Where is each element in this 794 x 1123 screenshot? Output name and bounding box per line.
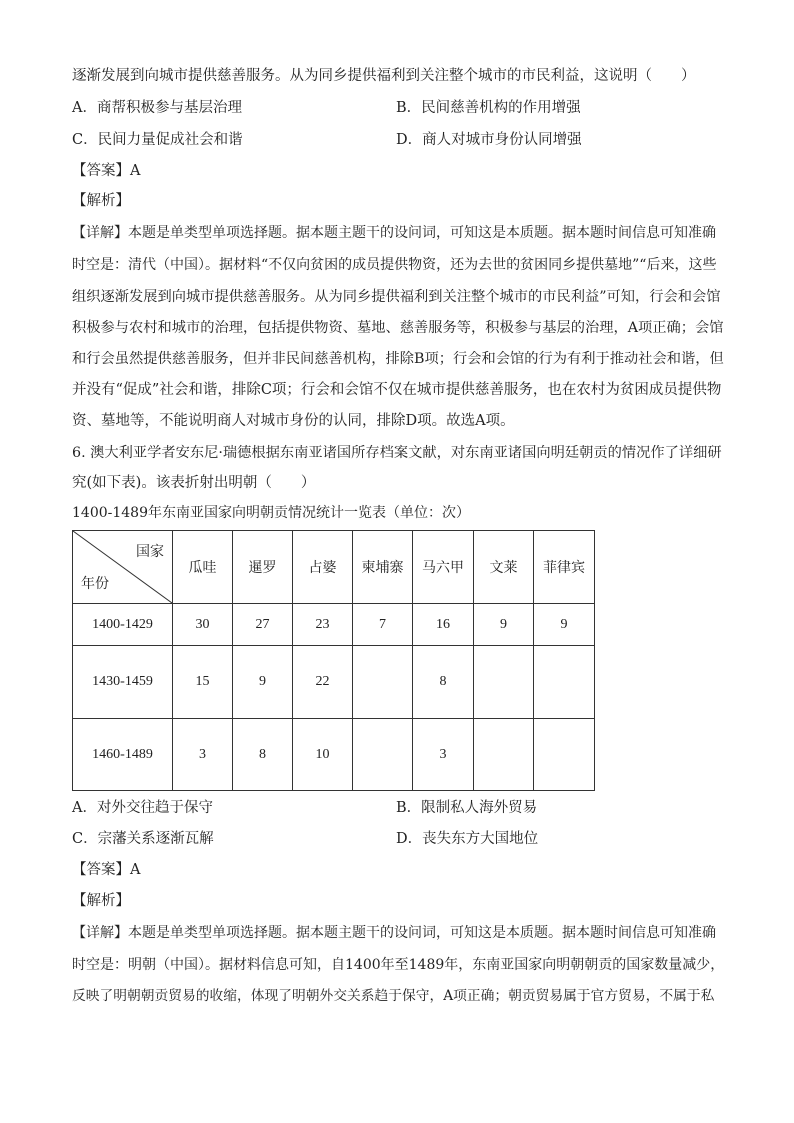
table-row [73, 719, 595, 791]
table-row [73, 604, 595, 646]
q5-detail-line: 和行会虽然提供慈善服务，但并非民间慈善机构，排除B项；行会和会馆的行为有利于推动社会和谐，但 [72, 351, 724, 367]
q6-detail-line: 反映了明朝朝贡贸易的收缩，体现了明朝外交关系趋于保守，A项正确；朝贡贸易属于官方贸易，不属于私 [72, 988, 715, 1004]
table-cell: 22 [293, 646, 353, 719]
table-caption: 1400-1489年东南亚国家向明朝贡情况统计一览表（单位：次） [72, 505, 470, 521]
column-header: 文莱 [474, 531, 534, 604]
column-header: 菲律宾 [534, 531, 595, 604]
table-cell: 23 [293, 604, 353, 646]
corner-header-year: 年份 [81, 576, 109, 592]
tribute-table [72, 530, 595, 791]
table-cell [534, 719, 595, 791]
table-cell [353, 719, 413, 791]
table-cell: 8 [233, 719, 293, 791]
q6-option-c: C．宗藩关系逐渐瓦解 [72, 831, 214, 847]
table-cell: 9 [534, 604, 595, 646]
table-cell [353, 646, 413, 719]
table-cell: 16 [413, 604, 474, 646]
q5-option-d: D．商人对城市身份认同增强 [396, 132, 582, 148]
table-cell: 27 [233, 604, 293, 646]
q5-detail-line: 【详解】本题是单类型单项选择题。据本题主题干的设问词，可知这是本质题。据本题时间信息可知准确 [72, 225, 716, 241]
table-cell: 7 [353, 604, 413, 646]
q5-option-a: A．商帮积极参与基层治理 [72, 100, 242, 116]
row-period: 1400-1429 [73, 604, 173, 646]
q6-detail-line: 【详解】本题是单类型单项选择题。据本题主题干的设问词，可知这是本质题。据本题时间信息可知准确 [72, 925, 716, 941]
q6-detail-line: 时空是：明朝（中国）。据材料信息可知，自1400年至1489年，东南亚国家向明朝朝贡的国家数量减少， [72, 957, 725, 973]
q5-answer: 【答案】A [72, 163, 141, 179]
table-cell [474, 719, 534, 791]
q6-option-d: D．丧失东方大国地位 [396, 831, 539, 847]
q5-option-c: C．民间力量促成社会和谐 [72, 132, 243, 148]
table-cell: 9 [233, 646, 293, 719]
q5-detail-line: 积极参与农村和城市的治理，包括提供物资、墓地、慈善服务等，积极参与基层的治理，A项正确；会馆 [72, 320, 724, 336]
column-header: 柬埔寨 [353, 531, 413, 604]
q5-option-b: B．民间慈善机构的作用增强 [396, 100, 581, 116]
table-cell: 8 [413, 646, 474, 719]
column-header: 瓜哇 [173, 531, 233, 604]
q6-option-b: B．限制私人海外贸易 [396, 800, 538, 816]
q6-answer: 【答案】A [72, 862, 141, 878]
q5-detail-line: 资、墓地等，不能说明商人对城市身份的认同，排除D项。故选A项。 [72, 413, 515, 429]
table-corner-cell [73, 531, 173, 604]
q5-detail-line: 组织逐渐发展到向城市提供慈善服务。从为同乡提供福利到关注整个城市的市民利益”可知，行会和会馆 [72, 289, 721, 305]
table-cell: 15 [173, 646, 233, 719]
q5-analysis-label: 【解析】 [72, 193, 130, 209]
column-header: 占婆 [293, 531, 353, 604]
table-cell: 3 [413, 719, 474, 791]
column-header: 马六甲 [413, 531, 474, 604]
table-cell: 30 [173, 604, 233, 646]
table-cell [534, 646, 595, 719]
table-cell: 9 [474, 604, 534, 646]
q6-stem-line: 究(如下表)。该表折射出明朝（ ） [72, 475, 316, 491]
table-row [73, 646, 595, 719]
q6-option-a: A．对外交往趋于保守 [72, 800, 213, 816]
q5-detail-line: 时空是：清代（中国）。据材料“不仅向贫困的成员提供物资，还为去世的贫困同乡提供墓地”“后来，这些 [72, 257, 717, 273]
q6-analysis-label: 【解析】 [72, 893, 130, 909]
table-cell [474, 646, 534, 719]
row-period: 1460-1489 [73, 719, 173, 791]
corner-header-country: 国家 [136, 544, 164, 560]
q5-detail-line: 并没有“促成”社会和谐，排除C项；行会和会馆不仅在城市提供慈善服务，也在农村为贫困成员提供物 [72, 382, 722, 398]
q6-stem-line: 6. 澳大利亚学者安东尼·瑞德根据东南亚诸国所存档案文献，对东南亚诸国向明廷朝贡的情况作了详细研 [72, 445, 722, 461]
table-cell: 3 [173, 719, 233, 791]
row-period: 1430-1459 [73, 646, 173, 719]
column-header: 暹罗 [233, 531, 293, 604]
q5-stem-tail: 逐渐发展到向城市提供慈善服务。从为同乡提供福利到关注整个城市的市民利益，这说明（ ） [72, 68, 696, 84]
table-cell: 10 [293, 719, 353, 791]
